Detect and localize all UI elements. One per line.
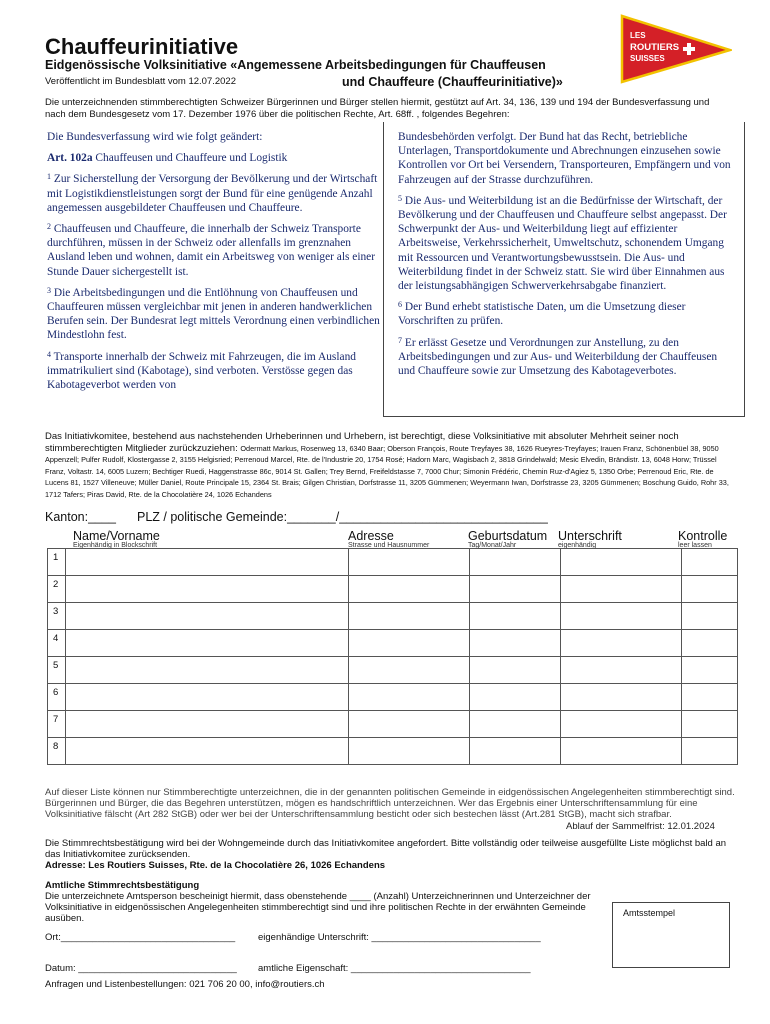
logo-text-3: SUISSES <box>630 54 665 63</box>
paragraph-3-text: Die Arbeitsbedingungen und die Entlöhnung von Chauffeusen und Chauffeuren müssen vergleichbar mit jenen in anderen handwerklichen Berufen sein. Der Bundesrat legt mittels Verordnung einen verbindlichen Mindestlohn fest. <box>47 286 380 342</box>
signature-row <box>48 576 738 603</box>
row-number: 4 <box>48 630 66 657</box>
signature-cell[interactable] <box>561 684 682 711</box>
address-cell[interactable] <box>349 603 470 630</box>
row-number: 1 <box>48 549 66 576</box>
paragraph-4-continued: Bundesbehörden verfolgt. Der Bund hat das Recht, betriebliche Unterlagen, Transportdokumente und Abrechnungen einzusehen sowie Kontrollen vor Ort bei Versendern, Transporteuren, Empfängern und von Fahrzeugen auf der Strasse durchzuführen. <box>398 131 731 186</box>
name-cell[interactable] <box>66 738 349 765</box>
birthdate-cell[interactable] <box>470 684 561 711</box>
signature-row <box>48 738 738 765</box>
article-number: Art. 102a <box>47 152 93 165</box>
control-cell <box>682 684 738 711</box>
column-header-address: Adresse <box>348 529 394 543</box>
publication-date: Veröffentlicht im Bundesblatt vom 12.07.2022 <box>45 76 237 87</box>
paragraph-2: $^2$ Chauffeusen und Chauffeure, die innerhalb der Schweiz Transporte durchführen, müssen in der Schweiz oder allenfalls im grenznahen Ausland leben und wohnen, damit ein Arbeitsweg von weniger als einer Stunde Dauer sichergestellt ist. <box>47 222 376 278</box>
address-cell[interactable] <box>349 738 470 765</box>
address-cell[interactable] <box>349 630 470 657</box>
signature-cell[interactable] <box>561 711 682 738</box>
logo-text-2: ROUTIERS <box>630 42 680 53</box>
constitution-change-intro: Die Bundesverfassung wird wie folgt geändert: <box>47 131 263 143</box>
address-cell[interactable] <box>349 576 470 603</box>
column-header-birthdate: Geburtsdatum <box>468 529 548 543</box>
row-number: 6 <box>48 684 66 711</box>
datum-field[interactable]: Datum: ______________________________ <box>45 963 237 974</box>
signature-row <box>48 711 738 738</box>
official-stamp-box <box>612 902 730 968</box>
ort-field[interactable]: Ort:_________________________________ <box>45 932 236 943</box>
control-cell <box>682 549 738 576</box>
name-cell[interactable] <box>66 711 349 738</box>
contact-info: Anfragen und Listenbestellungen: 021 706 20 00, info@routiers.ch <box>45 979 325 990</box>
signature-cell[interactable] <box>561 630 682 657</box>
birthdate-cell[interactable] <box>470 711 561 738</box>
control-cell <box>682 711 738 738</box>
signature-row <box>48 603 738 630</box>
address-cell[interactable] <box>349 684 470 711</box>
attestation-text: Die unterzeichnete Amtsperson bescheinigt hiermit, dass obenstehende ____ (Anzahl) Unterzeichnerinnen und Unterzeichner der Volksinitiative in eidgenössischen Angelegenheiten stimmberechtigt sind und ihre politischen Rechte in der erwähnten Gemeinde ausüben. <box>45 891 591 924</box>
column-sub-control: leer lassen <box>678 542 712 549</box>
column-header-name: Name/Vorname <box>73 529 160 543</box>
signature-table <box>47 548 738 765</box>
initiative-subtitle-cont: und Chauffeure (Chauffeurinitiative)» <box>342 75 563 89</box>
column-sub-birthdate: Tag/Monat/Jahr <box>468 542 517 549</box>
official-capacity-field[interactable]: amtliche Eigenschaft: __________________________________ <box>258 963 531 974</box>
article-title: Chauffeusen und Chauffeure und Logistik <box>95 152 288 165</box>
committee-members: Odermatt Markus, Rosenweg 13, 6340 Baar; Oberson François, Route Treyfayes 38, 1626 Rueyres-Treyfayes; Irauen Franz, Schönenbüel 38, 9050 Appenzell; Pulfer Rudolf, Klostergasse 2, 3155 Helgisried; Perrenoud Marcel, Rte. de l'Industrie 20, 1754 Rosé; Hadorn Marc, Wagisbach 2, 3818 Grindelwald; Mesic Elvedin, Brändistr. 13, 6048 Horw; Trüssel Franz, Voltastr. 14, 6005 Luzern; Bechtiger Ruedi, Haggenstrasse 86c, 9014 St. Gallen; Trey Bernd, Freifeldstasse 7, 7000 Chur; Simonin Frédéric, Chemin Ruz-d'Agiez 5, 1350 Orbe; Perrenoud Eric, Rte. de Lucens 81, 1527 Villeneuve; Müller Daniel, Route Principale 15, 2364 St. Brais; Gilgen Christian, Dorfstrasse 11, 3205 Gümmenen; Weyermann Iwan, Dorfstrasse 23, 3205 Gümmenen; Boschung Guido, Rohr 33, 1712 Tafers; Piras David, Rte. de la Chocolatière 24, 1026 Echandens <box>45 443 729 499</box>
row-number: 7 <box>48 711 66 738</box>
signature-row <box>48 657 738 684</box>
address-cell[interactable] <box>349 657 470 684</box>
return-text: Die Stimmrechtsbestätigung wird bei der Wohngemeinde durch das Initiativkomitee angefordert. Bitte vollständig oder teilweise ausgefüllte Liste möglichst bald an das Initiativkomitee zurücksenden. <box>45 838 727 860</box>
paragraph-1: $^1$ Zur Sicherstellung der Versorgung der Bevölkerung und der Wirtschaft mit Logistikdienstleistungen sorgt der Bund für eine genügende Anzahl angemessen ausgebildeter Chauffeusen und Chauffeure. <box>47 172 378 214</box>
address-cell[interactable] <box>349 711 470 738</box>
paragraph-6-text: Der Bund erhebt statistische Daten, um die Umsetzung dieser Vorschriften zu prüfen. <box>398 301 686 328</box>
legal-notes: Auf dieser Liste können nur Stimmberechtigte unterzeichnen, die in der genannten politischen Gemeinde in eidgenössischen Angelegenheiten stimmberechtigt sind. Bürgerinnen und Bürger, die das Begehren unterstützen, mögen es handschriftlich unterzeichnen. Wer das Ergebnis einer Unterschriftensammlung für eine Volksinitiative fälscht (Art 282 StGB) oder wer bei der Unterschriftensammlung besticht oder sich bestechen lässt (Art.281 StGB), macht sich strafbar. <box>45 787 735 820</box>
control-cell <box>682 630 738 657</box>
column-header-control: Kontrolle <box>678 529 728 543</box>
signature-row <box>48 684 738 711</box>
les-routiers-suisses-logo <box>620 14 732 84</box>
return-address: Adresse: Les Routiers Suisses, Rte. de la Chocolatière 26, 1026 Echandens <box>45 860 386 871</box>
plz-gemeinde-field[interactable]: PLZ / politische Gemeinde:_______/______________________________ <box>137 510 548 524</box>
return-instructions <box>45 838 735 871</box>
control-cell <box>682 738 738 765</box>
name-cell[interactable] <box>66 576 349 603</box>
birthdate-cell[interactable] <box>470 630 561 657</box>
initiative-text-col1 <box>47 130 382 399</box>
signature-cell[interactable] <box>561 603 682 630</box>
name-cell[interactable] <box>66 630 349 657</box>
row-number: 5 <box>48 657 66 684</box>
row-number: 8 <box>48 738 66 765</box>
address-cell[interactable] <box>349 549 470 576</box>
logo-text-1: LES <box>630 31 646 40</box>
birthdate-cell[interactable] <box>470 603 561 630</box>
signature-cell[interactable] <box>561 576 682 603</box>
paragraph-7-text: Er erlässt Gesetze und Verordnungen zur Anstellung, zu den Arbeitsbedingungen und zur Aus- und Weiterbildung der Chauffeusen und Chauffeure sowie zur Umsetzung des Kabotageverbotes. <box>398 336 718 378</box>
birthdate-cell[interactable] <box>470 549 561 576</box>
control-cell <box>682 657 738 684</box>
initiative-subtitle: Eidgenössische Volksinitiative «Angemessene Arbeitsbedingungen für Chauffeusen <box>45 58 546 72</box>
row-number: 3 <box>48 603 66 630</box>
signature-cell[interactable] <box>561 738 682 765</box>
committee-section <box>45 431 735 500</box>
column-sub-address: Strasse und Hausnummer <box>348 542 430 549</box>
article-heading <box>47 151 382 165</box>
column-sub-name: Eigenhändig in Blockschrift <box>73 542 158 549</box>
page-title: Chauffeurinitiative <box>45 34 239 59</box>
committee-text: Das Initiativkomitee, bestehend aus nachstehenden Urheberinnen und Urhebern, ist berechtigt, diese Volksinitiative mit absoluter Mehrheit seiner noch stimmberechtigten Mitglieder zurückzuziehen: <box>45 431 679 454</box>
collection-deadline: Ablauf der Sammelfrist: 12.01.2024 <box>566 821 715 832</box>
name-cell[interactable] <box>66 684 349 711</box>
stamp-label: Amtsstempel <box>623 908 676 918</box>
control-cell <box>682 576 738 603</box>
row-number: 2 <box>48 576 66 603</box>
kanton-field[interactable]: Kanton:____ <box>45 510 116 524</box>
paragraph-6: $^6$ Der Bund erhebt statistische Daten, um die Umsetzung dieser Vorschriften zu prüfen. <box>398 300 686 328</box>
birthdate-cell[interactable] <box>470 657 561 684</box>
birthdate-cell[interactable] <box>470 576 561 603</box>
signature-row <box>48 549 738 576</box>
signature-cell[interactable] <box>561 549 682 576</box>
paragraph-2-text: Chauffeusen und Chauffeure, die innerhalb der Schweiz Transporte durchführen, müssen in der Schweiz oder allenfalls im grenznahen Ausland leben und wohnen, damit ein Arbeitsweg von weniger als einer Stunde Dauer sichergestellt ist. <box>47 223 376 278</box>
name-cell[interactable] <box>66 603 349 630</box>
paragraph-4-text: Transporte innerhalb der Schweiz mit Fahrzeugen, die im Ausland immatrikuliert sind (Kabotage), sind verboten. Verstösse gegen das Kabotageverbot werden von <box>47 350 356 392</box>
control-cell <box>682 603 738 630</box>
intro-text: Die unterzeichnenden stimmberechtigten Schweizer Bürgerinnen und Bürger stellen hiermit, gestützt auf Art. 34, 136, 139 und 194 der Bundesverfassung und nach dem Bundesgesetz vom 17. Dezember 1976 über die politischen Rechte, Art. 68ff. , folgendes Begehren: <box>45 97 710 120</box>
initiative-text-col2 <box>398 130 733 385</box>
paragraph-1-text: Zur Sicherstellung der Versorgung der Bevölkerung und der Wirtschaft mit Logistikdienstleistungen sorgt der Bund für eine genügende Anzahl angemessen ausgebildeter Chauffeusen und Chauffeure. <box>47 173 378 214</box>
name-cell[interactable] <box>66 657 349 684</box>
paragraph-3: $^3$ Die Arbeitsbedingungen und die Entlöhnung von Chauffeusen und Chauffeuren müssen vergleichbar mit jenen in anderen handwerklichen Berufen sein. Der Bundesrat legt mittels Verordnung einen verbindlichen Mindestlohn fest. <box>47 285 380 342</box>
paragraph-5: $^5$ Die Aus- und Weiterbildung ist an die Bedürfnisse der Wirtschaft, der Bevölkerung und der Chauffeusen und Chauffeure selbst angepasst. Der Schwerpunkt der Aus- und Weiterbildung liegt auf effizienter Arbeitsweise, Verkehrssicherheit, Umweltschutz, schonendem Umgang mit Ressourcen und Verantwortungsbewusstsein. Die Aus- und Weiterbildung findet in der Schweiz statt. Sie wird über Einnahmen aus der leistungsabhängigen Schwerverkehrsabgabe finanziert. <box>398 193 727 293</box>
column-sub-signature: eigenhändig <box>558 542 597 549</box>
column-header-signature: Unterschrift <box>558 529 622 543</box>
signature-row <box>48 630 738 657</box>
name-cell[interactable] <box>66 549 349 576</box>
paragraph-4: $^4$ Transporte innerhalb der Schweiz mit Fahrzeugen, die im Ausland immatrikuliert sind (Kabotage), sind verboten. Verstösse gegen das Kabotageverbot werden von <box>47 349 356 392</box>
attestation-title: Amtliche Stimmrechtsbestätigung <box>45 880 200 891</box>
signature-cell[interactable] <box>561 657 682 684</box>
paragraph-7: $^7$ Er erlässt Gesetze und Verordnungen zur Anstellung, zu den Arbeitsbedingungen und zur Aus- und Weiterbildung der Chauffeusen und Chauffeure sowie zur Umsetzung des Kabotageverbotes. <box>398 335 718 378</box>
birthdate-cell[interactable] <box>470 738 561 765</box>
paragraph-5-text: Die Aus- und Weiterbildung ist an die Bedürfnisse der Wirtschaft, der Bevölkerung und der Chauffeusen und Chauffeure selbst angepasst. Der Schwerpunkt der Aus- und Weiterbildung liegt auf effizienter Arbeitsweise, Verkehrssicherheit, Umweltschutz, schonendem Umgang mit Ressourcen und Verantwortungsbewusstsein. Die Aus- und Weiterbildung findet in der Schweiz statt. Sie wird über Einnahmen aus der leistungsabhängigen Schwerverkehrsabgabe finanziert. <box>398 194 727 293</box>
official-signature-field[interactable]: eigenhändige Unterschrift: ________________________________ <box>258 932 541 943</box>
